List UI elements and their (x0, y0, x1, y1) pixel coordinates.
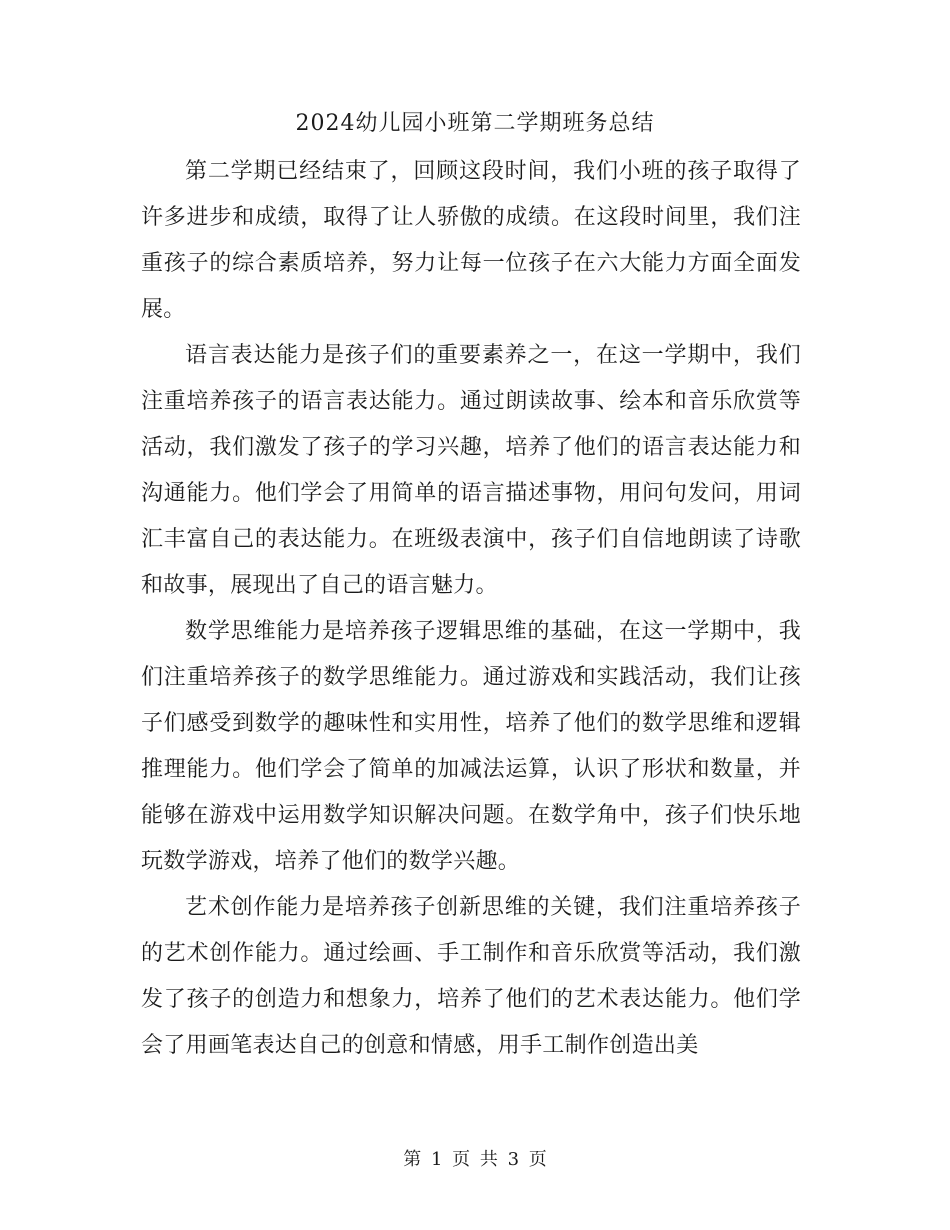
paragraph-math: 数学思维能力是培养孩子逻辑思维的基础，在这一学期中，我们注重培养孩子的数学思维能力。通过游戏和实践活动，我们让孩子们感受到数学的趣味性和实用性，培养了他们的数学思维和逻辑推理能力。他们学会了简单的加减法运算，认识了形状和数量，并能够在游戏中运用数学知识解决问题。在数学角中，孩子们快乐地玩数学游戏，培养了他们的数学兴趣。 (141, 619, 801, 874)
document-body (141, 149, 801, 1069)
paragraph-language: 语言表达能力是孩子们的重要素养之一，在这一学期中，我们注重培养孩子的语言表达能力。通过朗读故事、绘本和音乐欣赏等活动，我们激发了孩子的学习兴趣，培养了他们的语言表达能力和沟通能力。他们学会了用简单的语言描述事物，用问句发问，用词汇丰富自己的表达能力。在班级表演中，孩子们自信地朗读了诗歌和故事，展现出了自己的语言魅力。 (141, 343, 801, 598)
paragraph-intro: 第二学期已经结束了，回顾这段时间，我们小班的孩子取得了许多进步和成绩，取得了让人骄傲的成绩。在这段时间里，我们注重孩子的综合素质培养，努力让每一位孩子在六大能力方面全面发展。 (141, 159, 801, 322)
document-title: 2024幼儿园小班第二学期班务总结 (295, 111, 655, 136)
page-footer: 第 1 页 共 3 页 (403, 1149, 547, 1170)
paragraph-art: 艺术创作能力是培养孩子创新思维的关键，我们注重培养孩子的艺术创作能力。通过绘画、手工制作和音乐欣赏等活动，我们激发了孩子的创造力和想象力，培养了他们的艺术表达能力。他们学会了用画笔表达自己的创意和情感，用手工制作创造出美 (141, 895, 801, 1058)
